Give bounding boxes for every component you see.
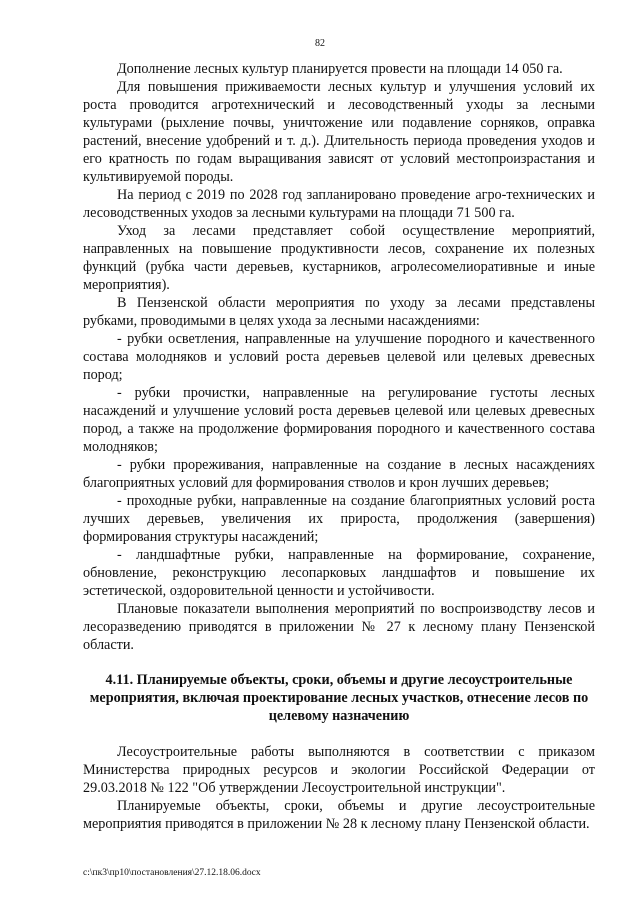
paragraph: Уход за лесами представляет собой осуществление мероприятий, направленных на повышение продуктивности лесов, сохранение их полезных функций (рубка части деревьев, кустарников, агролесомелиоративные и иные мероприятия). xyxy=(83,223,595,293)
paragraph: Дополнение лесных культур планируется провести на площади 14 050 га. xyxy=(117,61,563,77)
paragraph: Лесоустроительные работы выполняются в соответствии с приказом Министерства природных ресурсов и экологии Российской Федерации от 29.03.2018 № 122 "Об утверждении Лесоустроительной инструкции". xyxy=(83,744,595,796)
list-item: - проходные рубки, направленные на создание благоприятных условий роста лучших деревьев, увеличения их прироста, продолжения (завершения) формирования структуры насаждений; xyxy=(83,493,595,545)
section-heading: 4.11. Планируемые объекты, сроки, объемы и другие лесоустроительные мероприятия, включая проектирование лесных участков, отнесение лесов по целевому назначению xyxy=(89,672,589,724)
list-item: - ландшафтные рубки, направленные на формирование, сохранение, обновление, реконструкцию лесопарковых ландшафтов и повышение их эстетической, оздоровительной ценности и устойчивости. xyxy=(83,547,595,599)
paragraph: Плановые показатели выполнения мероприятий по воспроизводству лесов и лесоразведению приводятся в приложении № 27 к лесному плану Пензенской области. xyxy=(83,601,595,653)
paragraph: В Пензенской области мероприятия по уходу за лесами представлены рубками, проводимыми в целях ухода за лесными насаждениями: xyxy=(83,295,595,329)
document-body xyxy=(83,60,595,833)
page-number: 82 xyxy=(315,38,325,49)
paragraph: Планируемые объекты, сроки, объемы и другие лесоустроительные мероприятия приводятся в приложении № 28 к лесному плану Пензенской области. xyxy=(83,798,595,832)
list-item: - рубки осветления, направленные на улучшение породного и качественного состава молодняков и условий роста деревьев целевой или целевых древесных пород; xyxy=(83,331,595,383)
paragraph: На период с 2019 по 2028 год запланировано проведение агро-технических и лесоводственных уходов за лесными культурами на площади 71 500 га. xyxy=(83,187,595,221)
footer-file-path: c:\пк3\пр10\постановления\27.12.18.06.docx xyxy=(83,868,261,878)
list-item: - рубки прореживания, направленные на создание в лесных насаждениях благоприятных условий для формирования стволов и крон лучших деревьев; xyxy=(83,457,595,491)
list-item: - рубки прочистки, направленные на регулирование густоты лесных насаждений и улучшение условий роста деревьев целевой или целевых древесных пород, а также на продолжение формирования породного и качественного состава молодняков; xyxy=(83,385,595,455)
paragraph: Для повышения приживаемости лесных культур и улучшения условий их роста проводится агротехнический и лесоводственный уходы за лесными культурами (рыхление почвы, уничтожение или подавление сорняков, оправка растений, внесение удобрений и т. д.). Длительность периода проведения уходов и его кратность по годам выращивания зависят от условий местопроизрастания и культивируемой породы. xyxy=(83,79,595,185)
